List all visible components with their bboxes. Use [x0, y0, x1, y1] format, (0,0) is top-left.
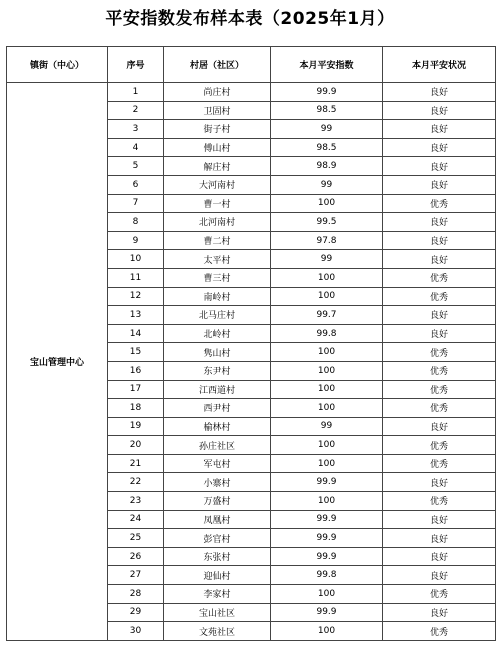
safety-index-cell: 99.9 — [271, 473, 383, 492]
number-cell: 30 — [108, 622, 164, 641]
safety-status-cell: 良好 — [383, 250, 496, 269]
number-cell: 8 — [108, 213, 164, 232]
safety-status-cell: 良好 — [383, 231, 496, 250]
safety-index-cell: 99.7 — [271, 306, 383, 325]
number-cell: 14 — [108, 324, 164, 343]
village-cell: 北岭村 — [164, 324, 271, 343]
safety-index-cell: 100 — [271, 399, 383, 418]
safety-index-cell: 99.9 — [271, 603, 383, 622]
safety-status-cell: 优秀 — [383, 399, 496, 418]
village-cell: 万盛村 — [164, 492, 271, 511]
safety-status-cell: 良好 — [383, 417, 496, 436]
safety-status-cell: 良好 — [383, 83, 496, 102]
safety-status-cell: 良好 — [383, 157, 496, 176]
number-cell: 25 — [108, 529, 164, 548]
village-cell: 小寨村 — [164, 473, 271, 492]
number-cell: 3 — [108, 120, 164, 139]
village-cell: 解庄村 — [164, 157, 271, 176]
village-cell: 北马庄村 — [164, 306, 271, 325]
number-cell: 1 — [108, 83, 164, 102]
number-cell: 13 — [108, 306, 164, 325]
safety-index-cell: 100 — [271, 380, 383, 399]
village-cell: 曹三村 — [164, 268, 271, 287]
safety-status-cell: 优秀 — [383, 343, 496, 362]
column-header-number: 序号 — [108, 47, 164, 83]
safety-index-cell: 100 — [271, 622, 383, 641]
column-header-village: 村居（社区） — [164, 47, 271, 83]
village-cell: 东张村 — [164, 547, 271, 566]
safety-status-cell: 优秀 — [383, 268, 496, 287]
safety-index-cell: 99.8 — [271, 324, 383, 343]
number-cell: 2 — [108, 101, 164, 120]
safety-index-cell: 100 — [271, 454, 383, 473]
safety-status-cell: 优秀 — [383, 436, 496, 455]
safety-index-cell: 99.9 — [271, 529, 383, 548]
safety-status-cell: 良好 — [383, 306, 496, 325]
safety-status-cell: 良好 — [383, 529, 496, 548]
safety-index-cell: 99.9 — [271, 83, 383, 102]
table-header-row — [7, 47, 496, 83]
village-cell: 南岭村 — [164, 287, 271, 306]
number-cell: 28 — [108, 585, 164, 604]
safety-index-cell: 100 — [271, 492, 383, 511]
sample-table — [6, 46, 496, 641]
village-cell: 文苑社区 — [164, 622, 271, 641]
safety-status-cell: 良好 — [383, 510, 496, 529]
village-cell: 北河南村 — [164, 213, 271, 232]
safety-index-cell: 100 — [271, 361, 383, 380]
village-cell: 太平村 — [164, 250, 271, 269]
page-title: 平安指数发布样本表（2025年1月） — [105, 9, 395, 29]
number-cell: 21 — [108, 454, 164, 473]
number-cell: 12 — [108, 287, 164, 306]
number-cell: 17 — [108, 380, 164, 399]
safety-index-cell: 99 — [271, 120, 383, 139]
safety-index-cell: 100 — [271, 585, 383, 604]
number-cell: 6 — [108, 175, 164, 194]
number-cell: 29 — [108, 603, 164, 622]
village-cell: 街子村 — [164, 120, 271, 139]
village-cell: 凤凰村 — [164, 510, 271, 529]
number-cell: 26 — [108, 547, 164, 566]
number-cell: 4 — [108, 138, 164, 157]
safety-index-cell: 99 — [271, 175, 383, 194]
village-cell: 卫固村 — [164, 101, 271, 120]
number-cell: 27 — [108, 566, 164, 585]
number-cell: 23 — [108, 492, 164, 511]
safety-index-cell: 99.5 — [271, 213, 383, 232]
village-cell: 江西道村 — [164, 380, 271, 399]
number-cell: 22 — [108, 473, 164, 492]
village-cell: 孙庄社区 — [164, 436, 271, 455]
number-cell: 19 — [108, 417, 164, 436]
number-cell: 11 — [108, 268, 164, 287]
village-cell: 迎仙村 — [164, 566, 271, 585]
safety-index-cell: 100 — [271, 436, 383, 455]
village-cell: 曹一村 — [164, 194, 271, 213]
safety-status-cell: 优秀 — [383, 361, 496, 380]
safety-index-cell: 99 — [271, 250, 383, 269]
number-cell: 16 — [108, 361, 164, 380]
village-cell: 东尹村 — [164, 361, 271, 380]
town-cell: 宝山管理中心 — [7, 83, 108, 641]
village-cell: 大河南村 — [164, 175, 271, 194]
safety-index-cell: 100 — [271, 268, 383, 287]
village-cell: 宝山社区 — [164, 603, 271, 622]
village-cell: 曹二村 — [164, 231, 271, 250]
village-cell: 隽山村 — [164, 343, 271, 362]
safety-status-cell: 良好 — [383, 120, 496, 139]
safety-index-cell: 100 — [271, 343, 383, 362]
number-cell: 24 — [108, 510, 164, 529]
number-cell: 10 — [108, 250, 164, 269]
safety-status-cell: 良好 — [383, 101, 496, 120]
village-cell: 傅山村 — [164, 138, 271, 157]
number-cell: 20 — [108, 436, 164, 455]
column-header-safety-status: 本月平安状况 — [383, 47, 496, 83]
village-cell: 彭官村 — [164, 529, 271, 548]
safety-status-cell: 良好 — [383, 213, 496, 232]
column-header-safety-index: 本月平安指数 — [271, 47, 383, 83]
table-body — [7, 83, 496, 641]
village-cell: 李家村 — [164, 585, 271, 604]
village-cell: 尚庄村 — [164, 83, 271, 102]
safety-status-cell: 优秀 — [383, 622, 496, 641]
safety-index-cell: 98.5 — [271, 101, 383, 120]
safety-index-cell: 100 — [271, 194, 383, 213]
village-cell: 西尹村 — [164, 399, 271, 418]
safety-status-cell: 良好 — [383, 473, 496, 492]
safety-status-cell: 良好 — [383, 138, 496, 157]
number-cell: 18 — [108, 399, 164, 418]
number-cell: 7 — [108, 194, 164, 213]
village-cell: 榆林村 — [164, 417, 271, 436]
safety-status-cell: 优秀 — [383, 194, 496, 213]
village-cell: 军屯村 — [164, 454, 271, 473]
safety-index-cell: 99.8 — [271, 566, 383, 585]
number-cell: 15 — [108, 343, 164, 362]
safety-status-cell: 优秀 — [383, 287, 496, 306]
safety-status-cell: 优秀 — [383, 380, 496, 399]
safety-index-cell: 99 — [271, 417, 383, 436]
safety-status-cell: 良好 — [383, 603, 496, 622]
safety-index-cell: 97.8 — [271, 231, 383, 250]
safety-status-cell: 良好 — [383, 566, 496, 585]
safety-status-cell: 优秀 — [383, 492, 496, 511]
number-cell: 5 — [108, 157, 164, 176]
safety-index-cell: 98.5 — [271, 138, 383, 157]
safety-index-cell: 98.9 — [271, 157, 383, 176]
table-row — [7, 83, 496, 102]
number-cell: 9 — [108, 231, 164, 250]
safety-status-cell: 良好 — [383, 175, 496, 194]
safety-index-cell: 100 — [271, 287, 383, 306]
safety-index-cell: 99.9 — [271, 510, 383, 529]
column-header-town: 镇街（中心） — [7, 47, 108, 83]
safety-index-cell: 99.9 — [271, 547, 383, 566]
safety-status-cell: 良好 — [383, 547, 496, 566]
safety-status-cell: 良好 — [383, 324, 496, 343]
safety-status-cell: 优秀 — [383, 454, 496, 473]
safety-status-cell: 优秀 — [383, 585, 496, 604]
